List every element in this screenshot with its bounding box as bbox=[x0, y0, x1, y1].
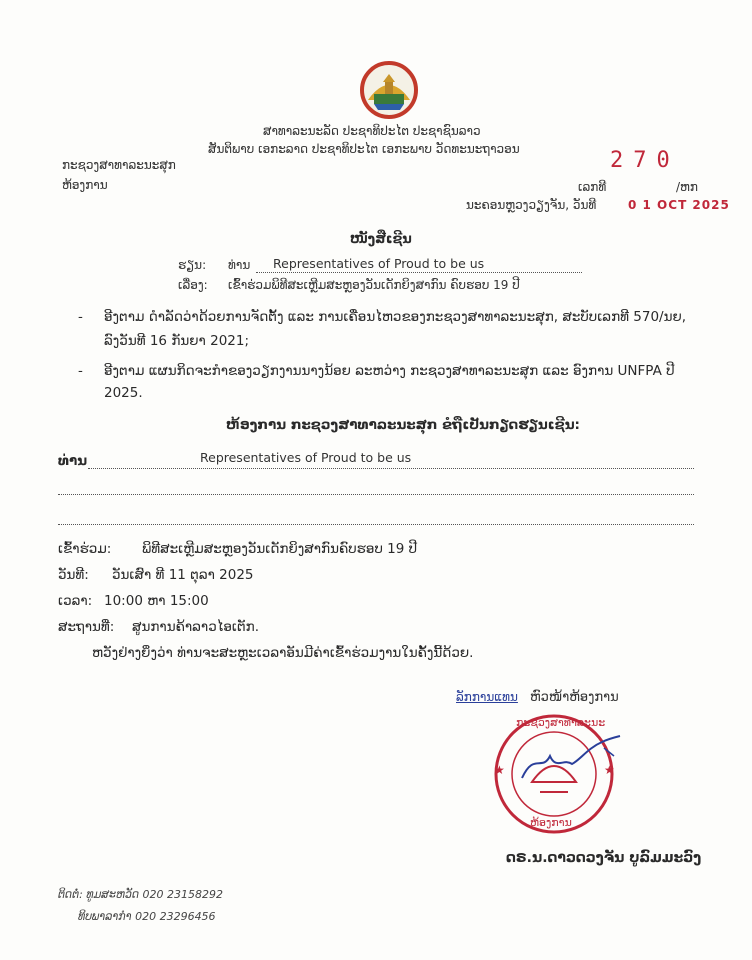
date-stamp: 0 1 OCT 2025 bbox=[628, 198, 730, 212]
office-name: ຫ້ອງການ bbox=[62, 178, 108, 192]
event-time-value: 10:00 ຫາ 15:00 bbox=[104, 593, 209, 609]
reference-1-line-2: ລົງວັນທີ 16 ກັນຍາ 2021; bbox=[104, 333, 250, 349]
motto-line: ສັນຕິພາບ ເອກະລາດ ປະຊາທິປະໄຕ ເອກະພາບ ວັດທະນະຖາວອນ bbox=[208, 142, 520, 156]
reference-2-line-1: ອີງຕາມ ແຜນກິດຈະກຳຂອງວຽກງານນາງນ້ອຍ ລະຫວ່າງ ກະຊວງສາທາລະນະສຸກ ແລະ ອົງການ UNFPA ປີ bbox=[104, 363, 675, 379]
attend-label: ເຂົ້າຮ່ວມ: bbox=[58, 541, 112, 557]
to-prefix: ທ່ານ bbox=[228, 258, 251, 272]
subject-value: ເຂົ້າຮ່ວມພິທີສະເຫຼີມສະຫຼອງວັນເດັກຍິງສາກົນ ຄົບຮອບ 19 ປີ bbox=[228, 278, 520, 292]
invitee-dots-2 bbox=[58, 494, 694, 495]
attend-value: ພິທີສະເຫຼີມສະຫຼອງວັນເດັກຍິງສາກົນຄົບຮອບ 19 ປີ bbox=[142, 541, 418, 557]
invitee-dots-1 bbox=[88, 468, 694, 469]
seal-bottom-text: ຫ້ອງການ bbox=[530, 816, 572, 829]
ref-bullet-1: - bbox=[78, 309, 83, 325]
invitee-dots-3 bbox=[58, 524, 694, 525]
contact-line-1: ຕິດຕໍ່: ທູມສະຫວັດ 020 23158292 bbox=[58, 888, 223, 901]
contact-line-2: ທິບພາລາກຳ 020 23296456 bbox=[78, 910, 216, 923]
seal-top-text: ກະຊວງສາທາລະນະ bbox=[516, 716, 606, 729]
to-label: ຮຽນ: bbox=[178, 258, 207, 272]
event-time-label: ເວລາ: bbox=[58, 593, 93, 609]
signatory-role: ຫົວໜ້າຫ້ອງການ bbox=[530, 690, 619, 705]
event-place-label: ສະຖານທີ່: bbox=[58, 619, 115, 635]
acting-on-behalf: ລັກການແທນ bbox=[456, 690, 518, 704]
number-label: ເລກທີ bbox=[578, 180, 607, 194]
svg-text:★: ★ bbox=[604, 763, 615, 777]
event-date-value: ວັນເສົາ ທີ 11 ຕຸລາ 2025 bbox=[112, 567, 254, 583]
signatory-name: ດຣ.ນ.ດາວດວງຈັນ ບູລົມມະວົງ bbox=[506, 850, 702, 866]
to-dots bbox=[256, 272, 582, 273]
closing-remark: ຫວັງຢ່າງຍິ່ງວ່າ ທ່ານຈະສະຫຼະເວລາອັນມີຄ່າເຂົ້າຮ່ວມງານໃນຄັ້ງນີ້ດ້ວຍ. bbox=[92, 645, 474, 661]
subject-label: ເລື່ອງ: bbox=[178, 278, 208, 292]
country-line: ສາທາລະນະລັດ ປະຊາທິປະໄຕ ປະຊາຊົນລາວ bbox=[263, 124, 481, 138]
invitation-intro: ຫ້ອງການ ກະຊວງສາທາລະນະສຸກ ຂໍຖືເປັນກຽດຮຽນເຊີນ: bbox=[226, 417, 580, 433]
event-place-value: ສູນການຄ້າລາວໄອເຕັກ. bbox=[132, 619, 259, 635]
svg-text:★: ★ bbox=[494, 763, 505, 777]
reference-2-line-2: 2025. bbox=[104, 385, 143, 401]
event-date-label: ວັນທີ: bbox=[58, 567, 89, 583]
invitee-value: Representatives of Proud to be us bbox=[200, 450, 412, 465]
reference-1-line-1: ອີງຕາມ ດຳລັດວ່າດ້ວຍການຈັດຕັ້ງ ແລະ ການເຄື່ອນໄຫວຂອງກະຊວງສາທາລະນະສຸກ, ສະບັບເລກທີ 570/ນຍ, bbox=[104, 309, 687, 325]
place-date-label: ນະຄອນຫຼວງວຽງຈັນ, ວັນທີ bbox=[466, 198, 597, 212]
letter-title: ໜັງສືເຊີນ bbox=[350, 232, 412, 247]
number-suffix: /ຫກ bbox=[676, 180, 698, 194]
document-number: 270 bbox=[610, 148, 680, 173]
ref-bullet-2: - bbox=[78, 363, 83, 379]
invitee-label: ທ່ານ bbox=[58, 453, 88, 469]
to-value: Representatives of Proud to be us bbox=[273, 256, 485, 271]
ministry-name: ກະຊວງສາທາລະນະສຸກ bbox=[62, 158, 176, 172]
national-emblem-icon bbox=[350, 60, 428, 120]
